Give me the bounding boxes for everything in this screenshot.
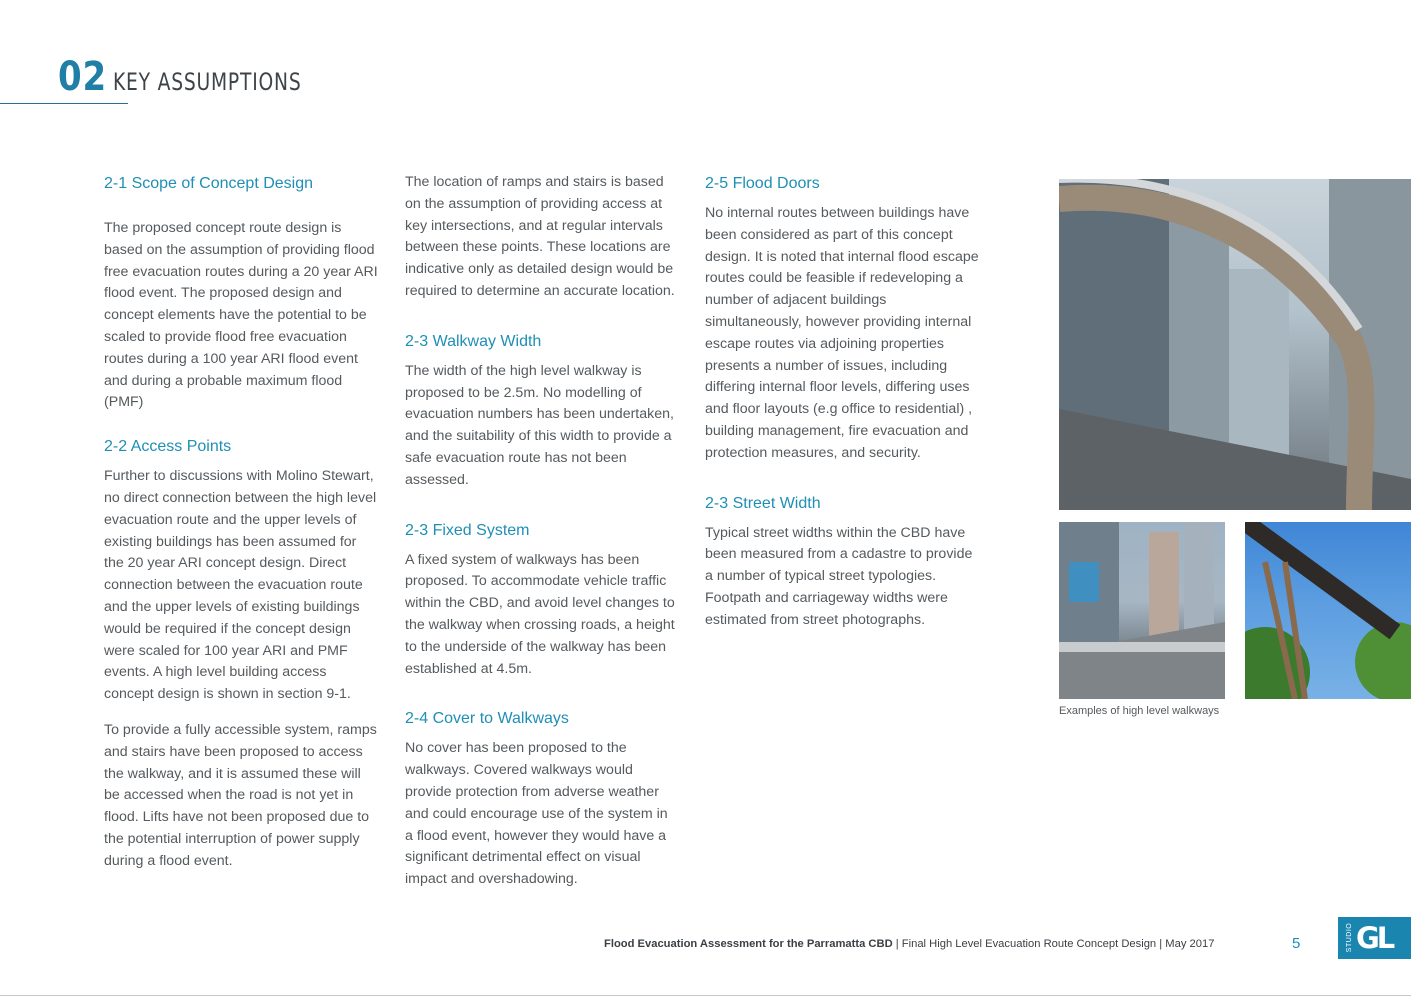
body-street-width: Typical street widths within the CBD have been measured from a cadastre to provide a number of typical street typologies. Footpath and carriageway widths were estimated from street photographs. (705, 524, 973, 628)
body-access-points-1: Further to discussions with Molino Stewart, no direct connection between the high level evacuation route and the upper levels of existing buildings has been assumed for the 20 year ARI concept design. Direct connection between the evacuation route and the upper levels of existing buildings would be required if the concept design were scaled for 100 year ARI and PMF events. A high level building access concept design is shown in section 9-1. (104, 468, 377, 703)
page-bottom-rule (0, 995, 1411, 996)
body-flood-doors: No internal routes between buildings have been considered as part of this concept design. It is noted that internal flood escape routes could be feasible if redeveloping a number of adjacent buildings simultaneously, however providing internal escape routes via adjoining properties presents a number of issues, including differing internal floor levels, differing uses and floor layouts (e.g office to residential) , building management, fire evacuation and protection measures, and security. (705, 205, 979, 461)
body-fixed-system: A fixed system of walkways has been proposed. To accommodate vehicle traffic within the CBD, and avoid level changes to the walkway when crossing roads, a height to the underside of the walkway has been established at 4.5m. (405, 551, 675, 677)
heading-cover-to-walkways: 2-4 Cover to Walkways (405, 710, 569, 728)
header-underline (0, 103, 128, 104)
section-number: 02 (58, 54, 108, 100)
body-walkway-width: The width of the high level walkway is proposed to be 2.5m. No modelling of evacuation numbers has been undertaken, and the suitability of this width to provide a safe evacuation route has not been assessed. (405, 362, 674, 488)
footer-document-title: Flood Evacuation Assessment for the Parramatta CBD (604, 938, 893, 950)
photo-walkway-city (1059, 522, 1225, 699)
column-1 (104, 172, 380, 873)
heading-street-width: 2-3 Street Width (705, 494, 821, 512)
figure-caption: Examples of high level walkways (1059, 705, 1220, 717)
section-title: KEY ASSUMPTIONS (113, 68, 302, 96)
photo-walkway-trees (1245, 522, 1411, 699)
column-2 (405, 172, 677, 891)
heading-access-points: 2-2 Access Points (104, 438, 232, 456)
heading-walkway-width: 2-3 Walkway Width (405, 332, 542, 350)
logo-studio-text: STUDIO (1346, 922, 1354, 953)
footer-date: May 2017 (1165, 938, 1215, 950)
footer-separator: | (892, 938, 902, 950)
column-3 (705, 172, 983, 632)
body-cover-to-walkways: No cover has been proposed to the walkways. Covered walkways would provide protection from adverse weather and could encourage use of the system in a flood event, however they would have a significant detrimental effect on visual impact and overshadowing. (405, 740, 668, 888)
page-number: 5 (1292, 935, 1301, 952)
heading-fixed-system: 2-3 Fixed System (405, 521, 530, 539)
footer-text (604, 938, 1214, 950)
body-scope-of-concept-design: The proposed concept route design is based on the assumption of providing flood free evacuation routes during a 20 year ARI flood event. The proposed design and concept elements have the potential to be scaled to provide flood free evacuation routes during a 100 year ARI flood event and during a probable maximum flood (PMF) (104, 220, 378, 411)
logo-gl-text: GL (1356, 921, 1393, 955)
studio-gl-logo (1338, 917, 1411, 959)
footer-subtitle: Final High Level Evacuation Route Concept Design (901, 938, 1157, 950)
photo-curved-walkway (1059, 179, 1411, 510)
heading-flood-doors: 2-5 Flood Doors (705, 175, 820, 192)
body-access-points-2: To provide a fully accessible system, ramps and stairs have been proposed to access the walkway, and it is assumed these will be accessed when the road is not yet in flood. Lifts have not been proposed due to the potential interruption of power supply during a flood event. (104, 721, 377, 869)
footer-separator: | (1156, 938, 1166, 950)
body-ramps-and-stairs: The location of ramps and stairs is based on the assumption of providing access at key intersections, and at regular intervals between these points. These locations are indicative only as detailed design would be required to determine an accurate location. (405, 174, 675, 299)
heading-scope-of-concept-design: 2-1 Scope of Concept Design (104, 175, 314, 192)
